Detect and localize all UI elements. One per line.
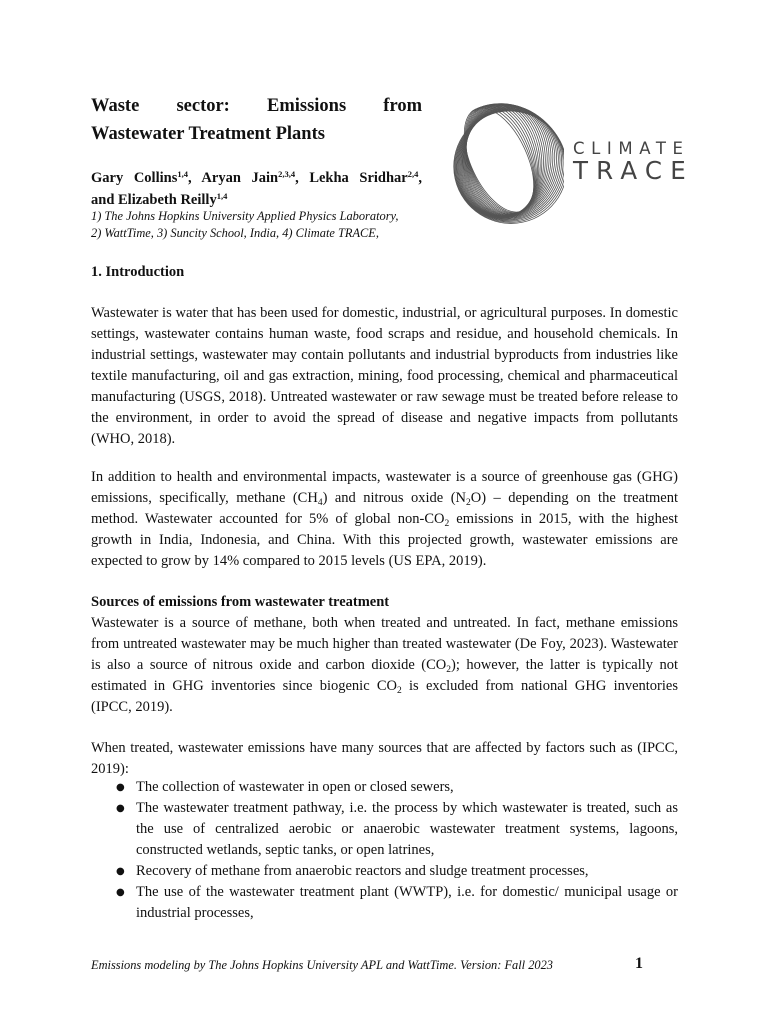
text-run: In addition to health and environmental impacts, wastewater is a source of greenhouse gas (GHG) emissions, specifically, methane (CH [91,469,678,506]
page-footer: Emissions modeling by The Johns Hopkins University APL and WattTime. Version: Fall 2023 [91,958,553,972]
list-item: ● The wastewater treatment pathway, i.e. the process by which wastewater is treated, such as the use of centralized aerobic or anaerobic wastewater treatment systems, lagoons, constructed wetlands, septic tanks, or open latrines, [91,798,678,861]
text-run: ); however, the latter is typically not estimated in GHG inventories since biogenic CO [91,657,678,694]
author-line-1: Gary Collins$^{1,4}$, Aryan Jain$^{2,3,4}$, Lekha Sridhar$^{2,4}$, [91,169,422,186]
author-conjunction: and [91,192,119,208]
subscript: 2 [466,498,471,508]
treated-emissions-paragraph: When treated, wastewater emissions have many sources that are affected by factors such as (IPCC, 2019): [91,740,678,777]
title-line-2: Wastewater Treatment Plants [91,124,325,144]
subscript: 2 [397,686,402,696]
author-affiliation-marker: 2,4 [407,169,419,179]
author-name: Lekha Sridhar [309,170,408,186]
section-heading: 1. Introduction [91,264,185,280]
subscript: 2 [446,665,452,675]
list-item: ● Recovery of methane from anaerobic reactors and sludge treatment processes, [91,861,678,882]
paper-title [91,92,422,148]
logo-word-climate: CLIMATE [573,139,690,158]
intro-paragraph-1: Wastewater is water that has been used for domestic, industrial, or agricultural purposes. In domestic settings, wastewater contains human waste, food scraps and residue, and household chemicals. In industrial settings, wastewater may contain pollutants and industrial byproducts from industries like textile manufacturing, oil and gas extraction, mining, food processing, chemical and pharmaceutical manufacturing (USGS, 2018). Untreated wastewater or raw sewage must be treated before release to the environment, in order to avoid the spread of disease and negative impacts from pollutants (WHO, 2018). [91,305,678,447]
climate-trace-swirl-icon [434,95,564,225]
text-run: is excluded from national GHG inventories (IPCC, 2019). [91,678,678,715]
author-affiliation-marker: 1,4 [177,169,188,179]
page-number: 1 [635,955,643,972]
intro-paragraph-2 [91,467,678,572]
sources-paragraph [91,613,678,718]
subsection-heading: Sources of emissions from wastewater treatment [91,594,390,610]
subscript: 4 [317,498,323,508]
subscript: 2 [444,519,450,529]
climate-trace-logo [434,95,694,225]
text-run: Wastewater is a source of methane, both when treated and untreated. In fact, methane emissions from untreated wastewater may be much higher than treated wastewater (De Foy, 2023). Wastewater is also a source of nitrous oxide and carbon dioxide (CO [91,615,678,673]
author-affiliation-marker: 1,4 [216,191,228,201]
list-item: ● The use of the wastewater treatment plant (WWTP), i.e. for domestic/ municipal usage or industrial processes, [91,882,678,924]
sources-section [91,592,678,718]
text-run: ) and nitrous oxide (N [322,490,466,506]
text-run: emissions in 2015, with the highest growth in India, Indonesia, and China. With this projected growth, wastewater emissions are expected to grow by 14% compared to 2015 levels (US EPA, 2019). [91,511,678,569]
author-name: Aryan Jain [201,170,279,186]
author-affiliation-marker: 2,3,4 [278,169,296,179]
affiliation-line: 1) The Johns Hopkins University Applied Physics Laboratory, [91,209,399,223]
author-name: Gary Collins [91,170,178,186]
affiliations [91,208,431,242]
author-list [91,167,422,211]
title-line-1: Waste sector: Emissions from [91,96,422,116]
emission-sources-list [91,777,678,924]
affiliation-line: 2) WattTime, 3) Suncity School, India, 4) Climate TRACE, [91,226,379,240]
author-name: Elizabeth Reilly [118,192,217,208]
list-item: ● The collection of wastewater in open or closed sewers, [91,777,678,798]
logo-word-trace: TRACE [573,156,694,185]
text-run: O) – depending on the treatment method. Wastewater accounted for 5% of global non-CO [91,490,678,527]
